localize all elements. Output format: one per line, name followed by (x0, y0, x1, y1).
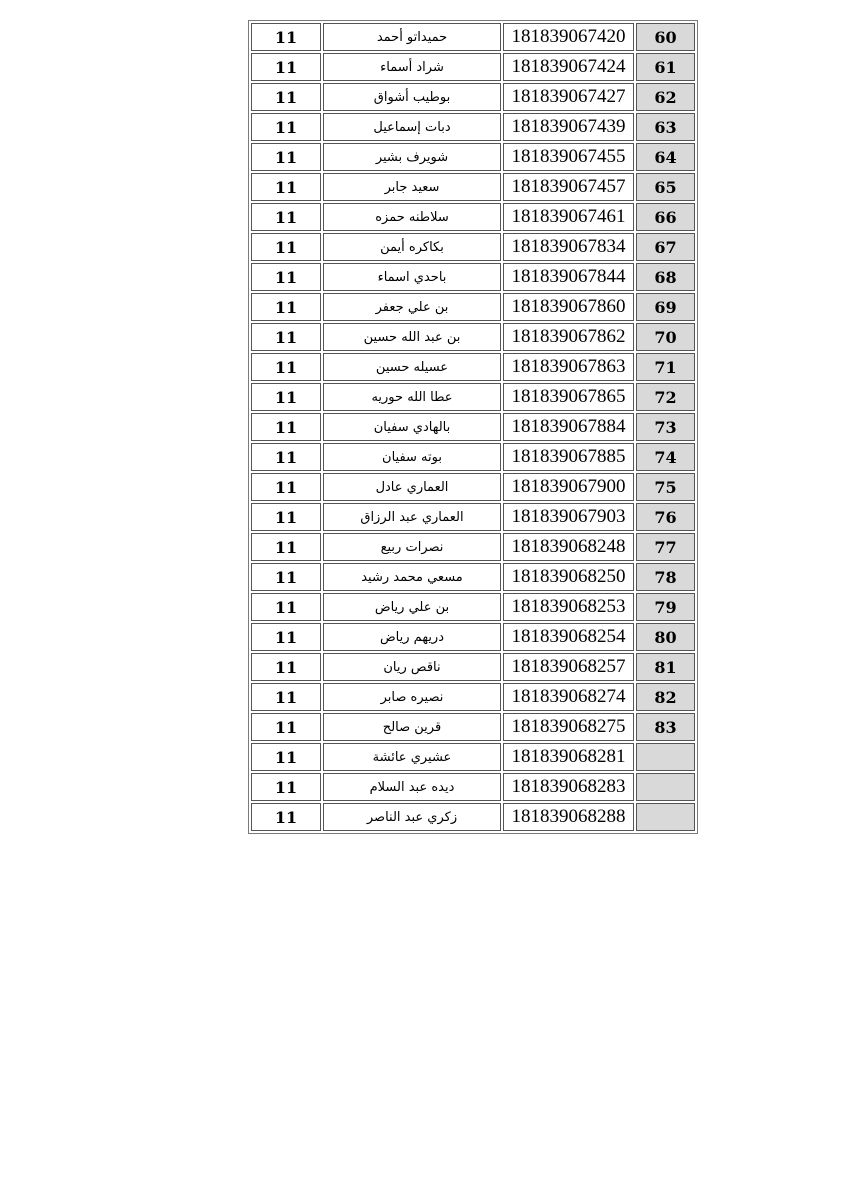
grade-cell: 11 (251, 233, 321, 261)
table-row (251, 743, 695, 771)
student-id-cell: 181839067863 (503, 353, 634, 381)
student-id-cell: 181839067457 (503, 173, 634, 201)
table-row (251, 323, 695, 351)
student-name-cell: بكاكره أيمن (323, 233, 501, 261)
student-name-cell: بالهادي سفيان (323, 413, 501, 441)
table-row (251, 83, 695, 111)
student-name-cell: عطا الله حوريه (323, 383, 501, 411)
student-id-cell: 181839067884 (503, 413, 634, 441)
student-id-cell: 181839067903 (503, 503, 634, 531)
grade-cell: 11 (251, 293, 321, 321)
student-id-cell: 181839067860 (503, 293, 634, 321)
grade-cell: 11 (251, 803, 321, 831)
student-name-cell: عشيري عائشة (323, 743, 501, 771)
table-row (251, 533, 695, 561)
table-row (251, 173, 695, 201)
student-name-cell: دبات إسماعيل (323, 113, 501, 141)
student-name-cell: شراد أسماء (323, 53, 501, 81)
student-id-cell: 181839067427 (503, 83, 634, 111)
grade-cell: 11 (251, 503, 321, 531)
grade-cell: 11 (251, 653, 321, 681)
table-row (251, 593, 695, 621)
table-row (251, 413, 695, 441)
table-row (251, 233, 695, 261)
student-name-cell: نصيره صابر (323, 683, 501, 711)
grade-cell: 11 (251, 563, 321, 591)
student-name-cell: العماري عبد الرزاق (323, 503, 501, 531)
table-row (251, 443, 695, 471)
student-name-cell: باحدي اسماء (323, 263, 501, 291)
row-number-cell: 63 (636, 113, 695, 141)
grade-cell: 11 (251, 263, 321, 291)
student-id-cell: 181839068275 (503, 713, 634, 741)
row-number-cell (636, 743, 695, 771)
table-row (251, 683, 695, 711)
table-row (251, 503, 695, 531)
row-number-cell: 75 (636, 473, 695, 501)
student-name-cell: ناقص ريان (323, 653, 501, 681)
row-number-cell: 79 (636, 593, 695, 621)
student-id-cell: 181839067455 (503, 143, 634, 171)
grade-cell: 11 (251, 323, 321, 351)
table-row (251, 803, 695, 831)
student-id-cell: 181839067885 (503, 443, 634, 471)
row-number-cell (636, 803, 695, 831)
student-id-cell: 181839068254 (503, 623, 634, 651)
table-row (251, 383, 695, 411)
grade-cell: 11 (251, 383, 321, 411)
grade-cell: 11 (251, 173, 321, 201)
row-number-cell: 82 (636, 683, 695, 711)
student-name-cell: دريهم رياض (323, 623, 501, 651)
row-number-cell: 73 (636, 413, 695, 441)
table-row (251, 653, 695, 681)
row-number-cell: 70 (636, 323, 695, 351)
grade-cell: 11 (251, 203, 321, 231)
row-number-cell: 71 (636, 353, 695, 381)
student-name-cell: بن علي رياض (323, 593, 501, 621)
grade-cell: 11 (251, 353, 321, 381)
table-row (251, 53, 695, 81)
grade-cell: 11 (251, 623, 321, 651)
row-number-cell (636, 773, 695, 801)
student-name-cell: مسعي محمد رشيد (323, 563, 501, 591)
row-number-cell: 80 (636, 623, 695, 651)
table-row (251, 563, 695, 591)
row-number-cell: 67 (636, 233, 695, 261)
student-name-cell: زكري عبد الناصر (323, 803, 501, 831)
student-id-cell: 181839068283 (503, 773, 634, 801)
grade-cell: 11 (251, 773, 321, 801)
row-number-cell: 69 (636, 293, 695, 321)
grade-cell: 11 (251, 473, 321, 501)
student-id-cell: 181839068250 (503, 563, 634, 591)
grade-cell: 11 (251, 143, 321, 171)
student-id-cell: 181839067424 (503, 53, 634, 81)
student-name-cell: عسيله حسين (323, 353, 501, 381)
grade-cell: 11 (251, 23, 321, 51)
student-id-cell: 181839067844 (503, 263, 634, 291)
table-row (251, 263, 695, 291)
table-row (251, 713, 695, 741)
row-number-cell: 61 (636, 53, 695, 81)
student-name-cell: سلاطنه حمزه (323, 203, 501, 231)
grade-cell: 11 (251, 113, 321, 141)
roster-table (248, 20, 698, 834)
student-name-cell: شويرف بشير (323, 143, 501, 171)
grade-cell: 11 (251, 533, 321, 561)
student-id-cell: 181839067461 (503, 203, 634, 231)
row-number-cell: 77 (636, 533, 695, 561)
student-id-cell: 181839068248 (503, 533, 634, 561)
student-name-cell: بوطيب أشواق (323, 83, 501, 111)
row-number-cell: 78 (636, 563, 695, 591)
row-number-cell: 72 (636, 383, 695, 411)
roster-table-container (248, 20, 698, 834)
grade-cell: 11 (251, 413, 321, 441)
table-row (251, 473, 695, 501)
table-row (251, 203, 695, 231)
table-row (251, 113, 695, 141)
student-name-cell: بن عبد الله حسين (323, 323, 501, 351)
row-number-cell: 68 (636, 263, 695, 291)
grade-cell: 11 (251, 713, 321, 741)
grade-cell: 11 (251, 593, 321, 621)
student-id-cell: 181839068274 (503, 683, 634, 711)
table-row (251, 143, 695, 171)
student-id-cell: 181839067862 (503, 323, 634, 351)
row-number-cell: 64 (636, 143, 695, 171)
roster-table-body (251, 23, 695, 831)
grade-cell: 11 (251, 443, 321, 471)
row-number-cell: 74 (636, 443, 695, 471)
student-name-cell: ديده عبد السلام (323, 773, 501, 801)
student-name-cell: سعيد جابر (323, 173, 501, 201)
row-number-cell: 60 (636, 23, 695, 51)
grade-cell: 11 (251, 83, 321, 111)
student-name-cell: العماري عادل (323, 473, 501, 501)
row-number-cell: 65 (636, 173, 695, 201)
student-name-cell: نصرات ربيع (323, 533, 501, 561)
table-row (251, 623, 695, 651)
student-name-cell: بوته سفيان (323, 443, 501, 471)
table-row (251, 353, 695, 381)
student-name-cell: قرين صالح (323, 713, 501, 741)
row-number-cell: 83 (636, 713, 695, 741)
table-row (251, 773, 695, 801)
table-row (251, 293, 695, 321)
row-number-cell: 76 (636, 503, 695, 531)
grade-cell: 11 (251, 743, 321, 771)
row-number-cell: 62 (636, 83, 695, 111)
row-number-cell: 81 (636, 653, 695, 681)
row-number-cell: 66 (636, 203, 695, 231)
student-id-cell: 181839067420 (503, 23, 634, 51)
student-id-cell: 181839067865 (503, 383, 634, 411)
student-id-cell: 181839068288 (503, 803, 634, 831)
student-name-cell: بن علي جعفر (323, 293, 501, 321)
student-id-cell: 181839068257 (503, 653, 634, 681)
student-id-cell: 181839067834 (503, 233, 634, 261)
student-id-cell: 181839067439 (503, 113, 634, 141)
student-id-cell: 181839067900 (503, 473, 634, 501)
table-row (251, 23, 695, 51)
student-name-cell: حميداتو أحمد (323, 23, 501, 51)
grade-cell: 11 (251, 683, 321, 711)
student-id-cell: 181839068281 (503, 743, 634, 771)
student-id-cell: 181839068253 (503, 593, 634, 621)
grade-cell: 11 (251, 53, 321, 81)
